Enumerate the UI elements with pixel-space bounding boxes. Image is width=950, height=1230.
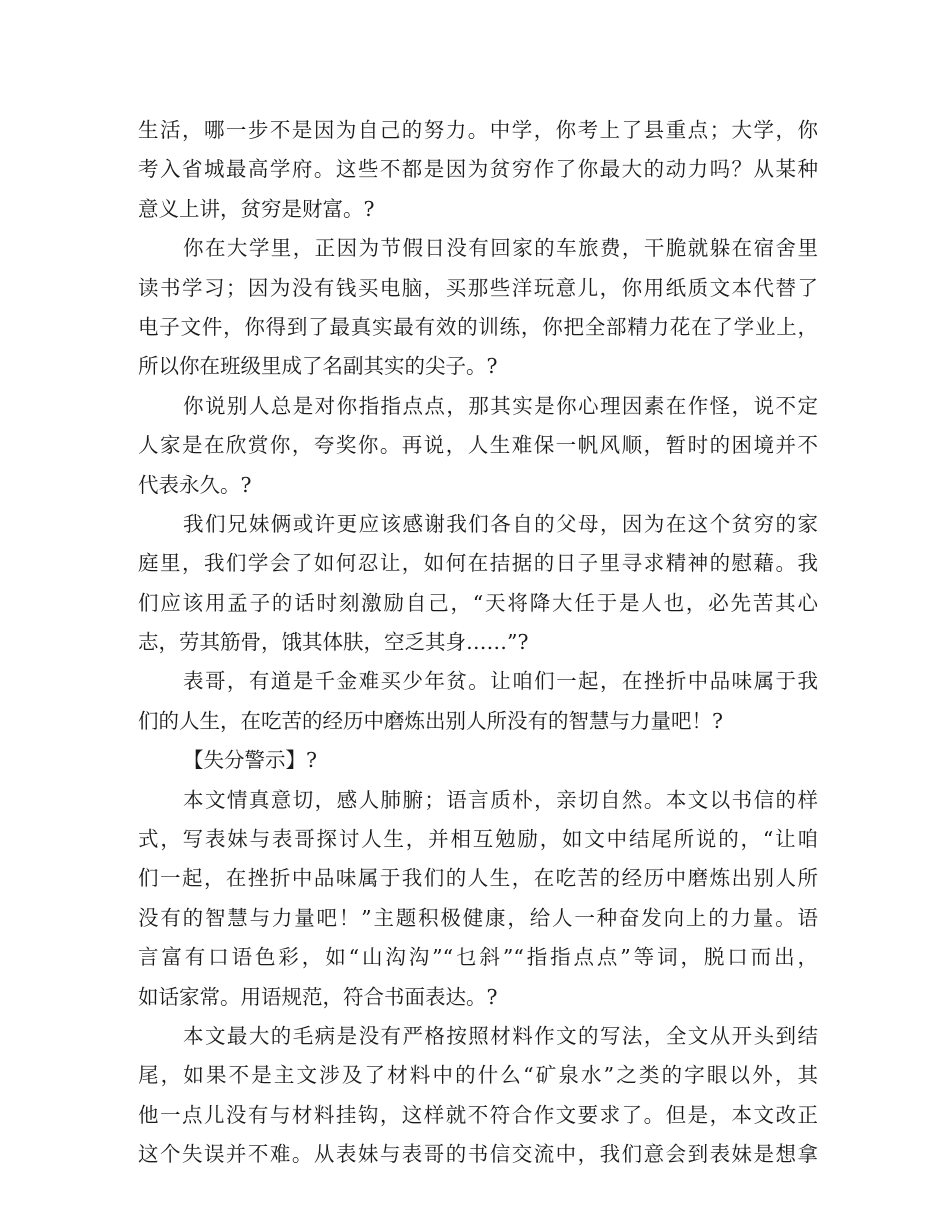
text-line: 如话家常。用语规范，符合书面表达。? [138, 984, 498, 1009]
text-line: 意义上讲，贫穷是财富。? [138, 196, 375, 221]
text-line: 他一点儿没有与材料挂钩，这样就不符合作文要求了。但是，本文改正 [138, 1102, 818, 1127]
text-line: 表哥，有道是千金难买少年贫。让咱们一起，在挫折中品味属于我 [183, 669, 818, 694]
text-line: 尾，如果不是主文涉及了材料中的什么“矿泉水”之类的字眼以外，其 [138, 1063, 818, 1088]
text-line: 电子文件，你得到了最真实最有效的训练，你把全部精力花在了学业上， [138, 314, 818, 339]
text-line: 言富有口语色彩，如“山沟沟”“乜斜”“指指点点”等词，脱口而出， [138, 945, 818, 970]
text-line: 们应该用孟子的话时刻激励自己，“天将降大任于是人也，必先苦其心 [138, 590, 818, 615]
text-line: 们一起，在挫折中品味属于我们的人生，在吃苦的经历中磨炼出别人所 [138, 866, 818, 891]
text-line: 志，劳其筋骨，饿其体肤，空乏其身……”? [138, 630, 529, 655]
text-line: 生活，哪一步不是因为自己的努力。中学，你考上了县重点；大学，你 [138, 118, 818, 142]
text-line: 本文情真意切，感人肺腑；语言质朴，亲切自然。本文以书信的样 [183, 787, 818, 812]
text-line: 读书学习；因为没有钱买电脑，买那些洋玩意儿，你用纸质文本代替了 [138, 275, 818, 300]
text-line: 人家是在欣赏你，夸奖你。再说，人生难保一帆风顺，暂时的困境并不 [138, 433, 818, 458]
text-line: 庭里，我们学会了如何忍让，如何在拮据的日子里寻求精神的慰藉。我 [138, 551, 818, 576]
text-line: 们的人生，在吃苦的经历中磨炼出别人所没有的智慧与力量吧！? [138, 708, 723, 733]
text-line: 你在大学里，正因为节假日没有回家的车旅费，干脆就躲在宿舍里 [183, 236, 818, 261]
text-line: 式，写表妹与表哥探讨人生，并相互勉励，如文中结尾所说的，“让咱 [138, 827, 818, 852]
text-line: 考入省城最高学府。这些不都是因为贫穷作了你最大的动力吗？从某种 [138, 157, 818, 182]
text-line: 你说别人总是对你指指点点，那其实是你心理因素在作怪，说不定 [183, 393, 818, 418]
text-line: 没有的智慧与力量吧！”主题积极健康，给人一种奋发向上的力量。语 [138, 905, 818, 930]
text-line: 代表永久。? [138, 472, 252, 497]
document-page [138, 111, 818, 1175]
text-line: 【失分警示】? [183, 748, 317, 773]
text-line: 这个失误并不难。从表妹与表哥的书信交流中，我们意会到表妹是想拿 [138, 1142, 818, 1167]
text-line: 我们兄妹俩或许更应该感谢我们各自的父母，因为在这个贫穷的家 [183, 511, 818, 536]
text-line: 所以你在班级里成了名副其实的尖子。? [138, 354, 498, 379]
text-line: 本文最大的毛病是没有严格按照材料作文的写法，全文从开头到结 [183, 1023, 818, 1048]
